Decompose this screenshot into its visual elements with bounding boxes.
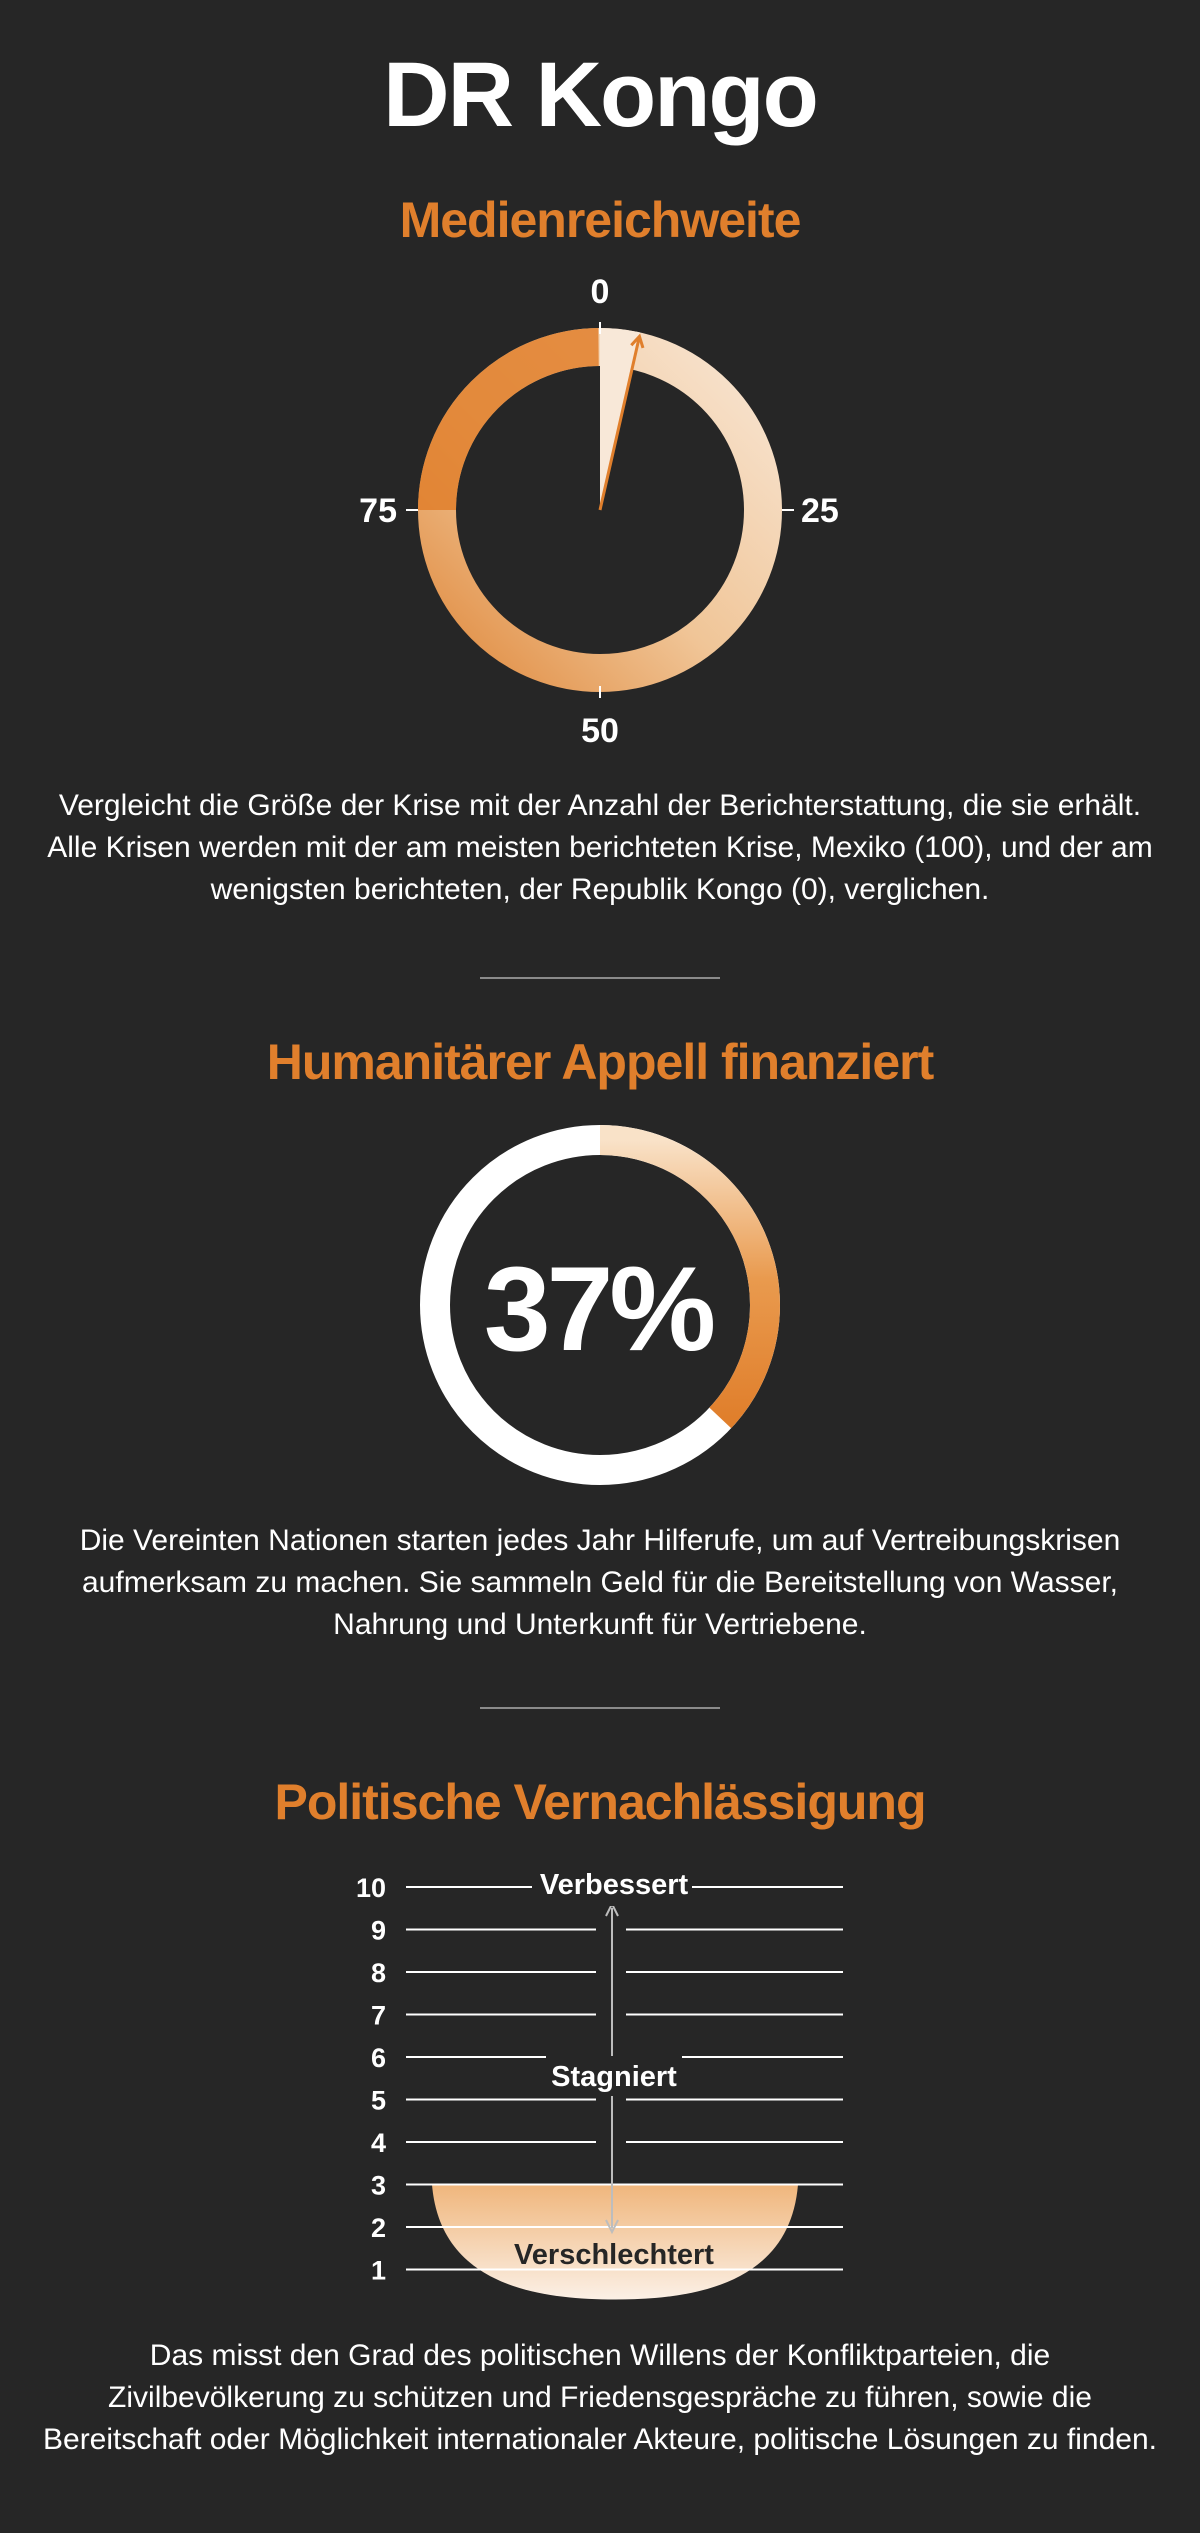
gauge-tick-label-75: 75 (359, 492, 397, 530)
section-divider-1 (480, 977, 720, 979)
neglect-label-stagnant: Stagniert (551, 2061, 677, 2093)
neglect-title: Politische Vernachlässigung (274, 1774, 926, 1830)
neglect-level-2: 2 (370, 2213, 386, 2243)
gauge-ring-dark-quarter (437, 347, 599, 510)
neglect-label-worsened: Verschlechtert (514, 2239, 714, 2271)
neglect-description: Das misst den Grad des politischen Willens der Konfliktparteien, die Zivilbevölkerung zu schützen und Friedensgespräche zu führen, sowie die Bereitschaft oder Möglichkeit internationaler Akteure, politische Lösungen zu finden. (43, 2339, 1157, 2456)
neglect-level-1: 1 (370, 2255, 386, 2286)
gauge-tick-label-50: 50 (581, 712, 619, 750)
neglect-level-7: 7 (370, 2000, 386, 2031)
neglect-level-4: 4 (370, 2128, 386, 2158)
appeal-title: Humanitärer Appell finanziert (266, 1034, 934, 1090)
gauge-tick-label-0: 0 (590, 273, 610, 311)
appeal-description: Die Vereinten Nationen starten jedes Jahr Hilferufe, um auf Vertreibungskrisen aufmerksam zu machen. Sie sammeln Geld für die Bereitstellung von Wasser, Nahrung und Unterkunft für Vertriebene. (79, 1524, 1121, 1641)
neglect-level-10: 10 (355, 1873, 386, 1903)
media-reach-title: Medienreichweite (399, 192, 801, 248)
neglect-level-9: 9 (370, 1915, 386, 1946)
page-title: DR Kongo (383, 44, 817, 146)
neglect-scale-numbers (356, 1873, 386, 2286)
neglect-level-6: 6 (370, 2043, 386, 2073)
media-reach-description: Vergleicht die Größe der Krise mit der Anzahl der Berichterstattung, die sie erhält. Alle Krisen werden mit der am meisten berichteten Krise, Mexiko (100), und der am wenigsten berichteten, der Republik Kongo (0), verglichen. (47, 789, 1153, 906)
neglect-label-improved: Verbessert (539, 1869, 689, 1901)
neglect-level-5: 5 (370, 2085, 386, 2116)
neglect-level-3: 3 (370, 2170, 386, 2201)
neglect-level-8: 8 (370, 1958, 386, 1988)
appeal-percent: 37% (483, 1242, 713, 1376)
section-divider-2 (480, 1707, 720, 1709)
gauge-tick-label-25: 25 (801, 492, 839, 530)
